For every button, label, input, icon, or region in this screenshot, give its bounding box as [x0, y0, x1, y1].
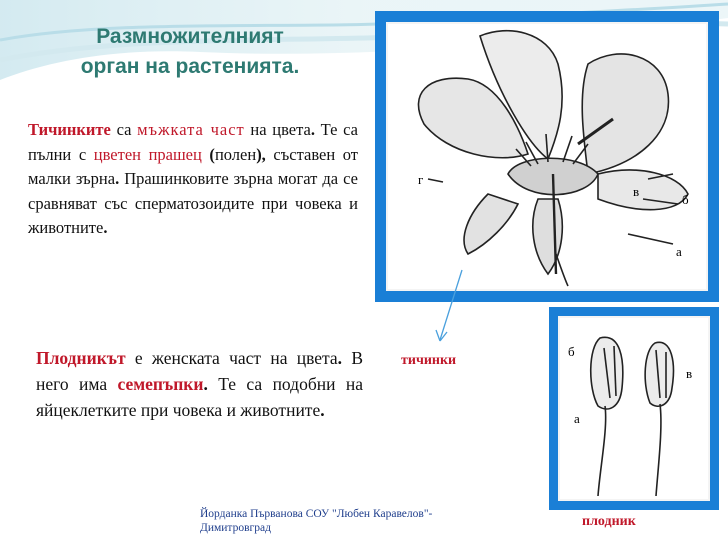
text-punct: .	[115, 169, 120, 188]
footer-credit	[200, 507, 480, 535]
text-punct: .	[310, 120, 315, 139]
flower-drawing	[388, 24, 706, 289]
pistil-figure-frame	[549, 307, 719, 510]
term-stamens: Тичинките	[28, 120, 111, 139]
text-segment: Прашинковите зърна могат да се сравняват със сперматозоидите при човека и животните	[28, 169, 358, 237]
flower-label-g: г	[418, 172, 424, 187]
text-segment: е женската част на цвета	[125, 348, 338, 368]
page-title	[40, 22, 340, 82]
text-punct: .	[103, 218, 108, 237]
text-punct: .	[203, 374, 208, 394]
footer-line-1: Йорданка Първанова СОУ "Любен Каравелов"-	[200, 508, 433, 520]
text-segment: полен	[214, 144, 257, 164]
text-punct: .	[320, 400, 325, 420]
stamens-tag: тичинки	[401, 353, 457, 368]
flower-figure	[386, 22, 708, 291]
term-male-part: мъжката част	[137, 120, 245, 139]
text-segment: Те са пълни с	[28, 120, 358, 164]
term-ovules: семепъпки	[117, 374, 204, 394]
title-line-1: Размножителният	[96, 25, 284, 48]
pistil-label-a: а	[574, 411, 580, 426]
pistil-label-v: в	[686, 366, 693, 381]
text-segment: Те са подобни на яйцеклетките при човека и животните	[36, 374, 363, 420]
text-punct: (	[201, 144, 215, 164]
text-segment: съставен от малки зърна	[28, 144, 358, 188]
pistil-tag: плодник	[582, 514, 636, 529]
flower-label-a: а	[676, 244, 682, 259]
text-segment: В него има	[36, 348, 363, 394]
flower-figure-frame	[375, 11, 719, 302]
pistil-label-b: б	[568, 344, 575, 359]
term-pollen: цветен прашец	[93, 144, 202, 164]
flower-label-b: б	[682, 192, 689, 207]
pistil-figure	[558, 316, 710, 501]
term-pistil: Плодникът	[36, 348, 126, 368]
text-punct: .	[337, 348, 343, 368]
pistil-drawing	[560, 318, 708, 499]
stamens-paragraph	[28, 118, 358, 241]
flower-label-v: в	[633, 184, 640, 199]
title-line-2: орган на растенията.	[80, 55, 300, 78]
text-punct: ),	[256, 144, 266, 164]
text-segment: са	[110, 120, 138, 139]
text-segment: на цвета	[244, 120, 311, 139]
pistil-paragraph	[36, 345, 363, 423]
footer-line-2: Димитровград	[200, 522, 271, 534]
